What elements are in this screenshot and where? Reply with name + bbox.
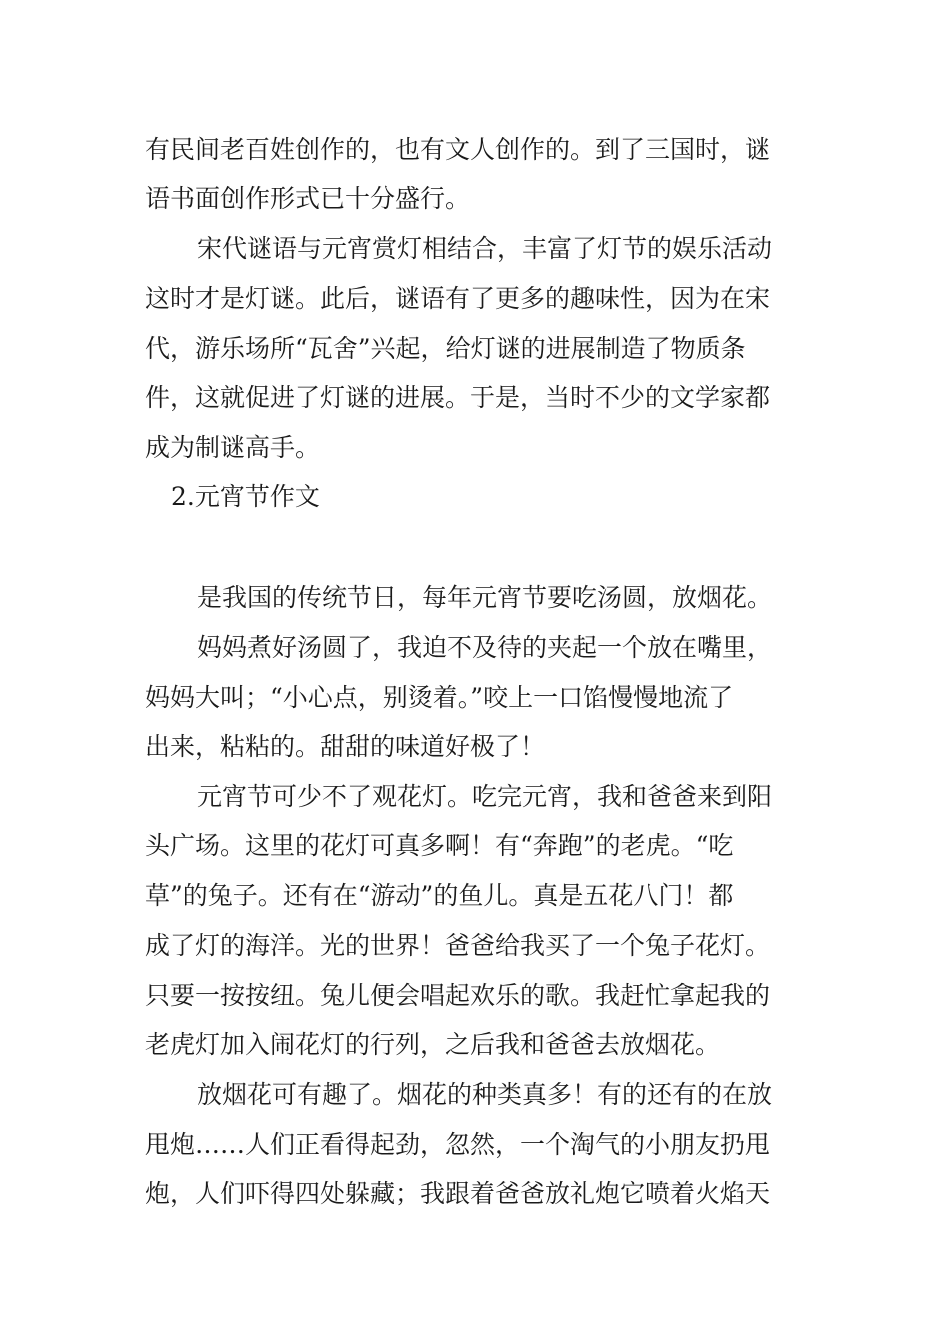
paragraph-line: 放烟花可有趣了。烟花的种类真多！有的还有的在放 xyxy=(197,1080,773,1109)
paragraph-line: 有民间老百姓创作的，也有文人创作的。到了三国时，谜 xyxy=(145,135,771,164)
paragraph-line: 妈妈煮好汤圆了，我迫不及待的夹起一个放在嘴里， xyxy=(197,633,773,662)
paragraph-line: 老虎灯加入闹花灯的行列，之后我和爸爸去放烟花。 xyxy=(145,1030,721,1059)
paragraph-line: 元宵节可少不了观花灯。吃完元宵，我和爸爸来到阳 xyxy=(197,782,773,811)
paragraph-line: 宋代谜语与元宵赏灯相结合，丰富了灯节的娱乐活动 xyxy=(197,234,773,263)
paragraph-line: 头广场。这里的花灯可真多啊！有“奔跑”的老虎。“吃 xyxy=(145,831,734,860)
paragraph-line: 成为制谜高手。 xyxy=(145,433,321,462)
paragraph-line: 代，游乐场所“瓦舍”兴起，给灯谜的进展制造了物质条 xyxy=(145,334,746,363)
paragraph-line: 只要一按按纽。兔儿便会唱起欢乐的歌。我赶忙拿起我的 xyxy=(145,981,771,1010)
paragraph-line: 语书面创作形式已十分盛行。 xyxy=(145,184,471,213)
paragraph-line: 成了灯的海洋。光的世界！爸爸给我买了一个兔子花灯。 xyxy=(145,931,771,960)
paragraph-line: 这时才是灯谜。此后，谜语有了更多的趣味性，因为在宋 xyxy=(145,284,771,313)
paragraph-line: 出来，粘粘的。甜甜的味道好极了！ xyxy=(145,732,546,761)
paragraph-line: 是我国的传统节日，每年元宵节要吃汤圆，放烟花。 xyxy=(197,583,773,612)
section-heading: 2.元宵节作文 xyxy=(171,482,320,511)
paragraph-line: 炮，人们吓得四处躲藏；我跟着爸爸放礼炮它喷着火焰天 xyxy=(145,1179,771,1208)
paragraph-line: 草”的兔子。还有在“游动”的鱼儿。真是五花八门！都 xyxy=(145,881,734,910)
paragraph-line: 妈妈大叫；“小心点，别烫着。”咬上一口馅慢慢地流了 xyxy=(145,683,734,712)
paragraph-line: 件，这就促进了灯谜的进展。于是，当时不少的文学家都 xyxy=(145,383,771,412)
paragraph-line: 甩炮……人们正看得起劲，忽然，一个淘气的小朋友扔甩 xyxy=(145,1130,771,1159)
